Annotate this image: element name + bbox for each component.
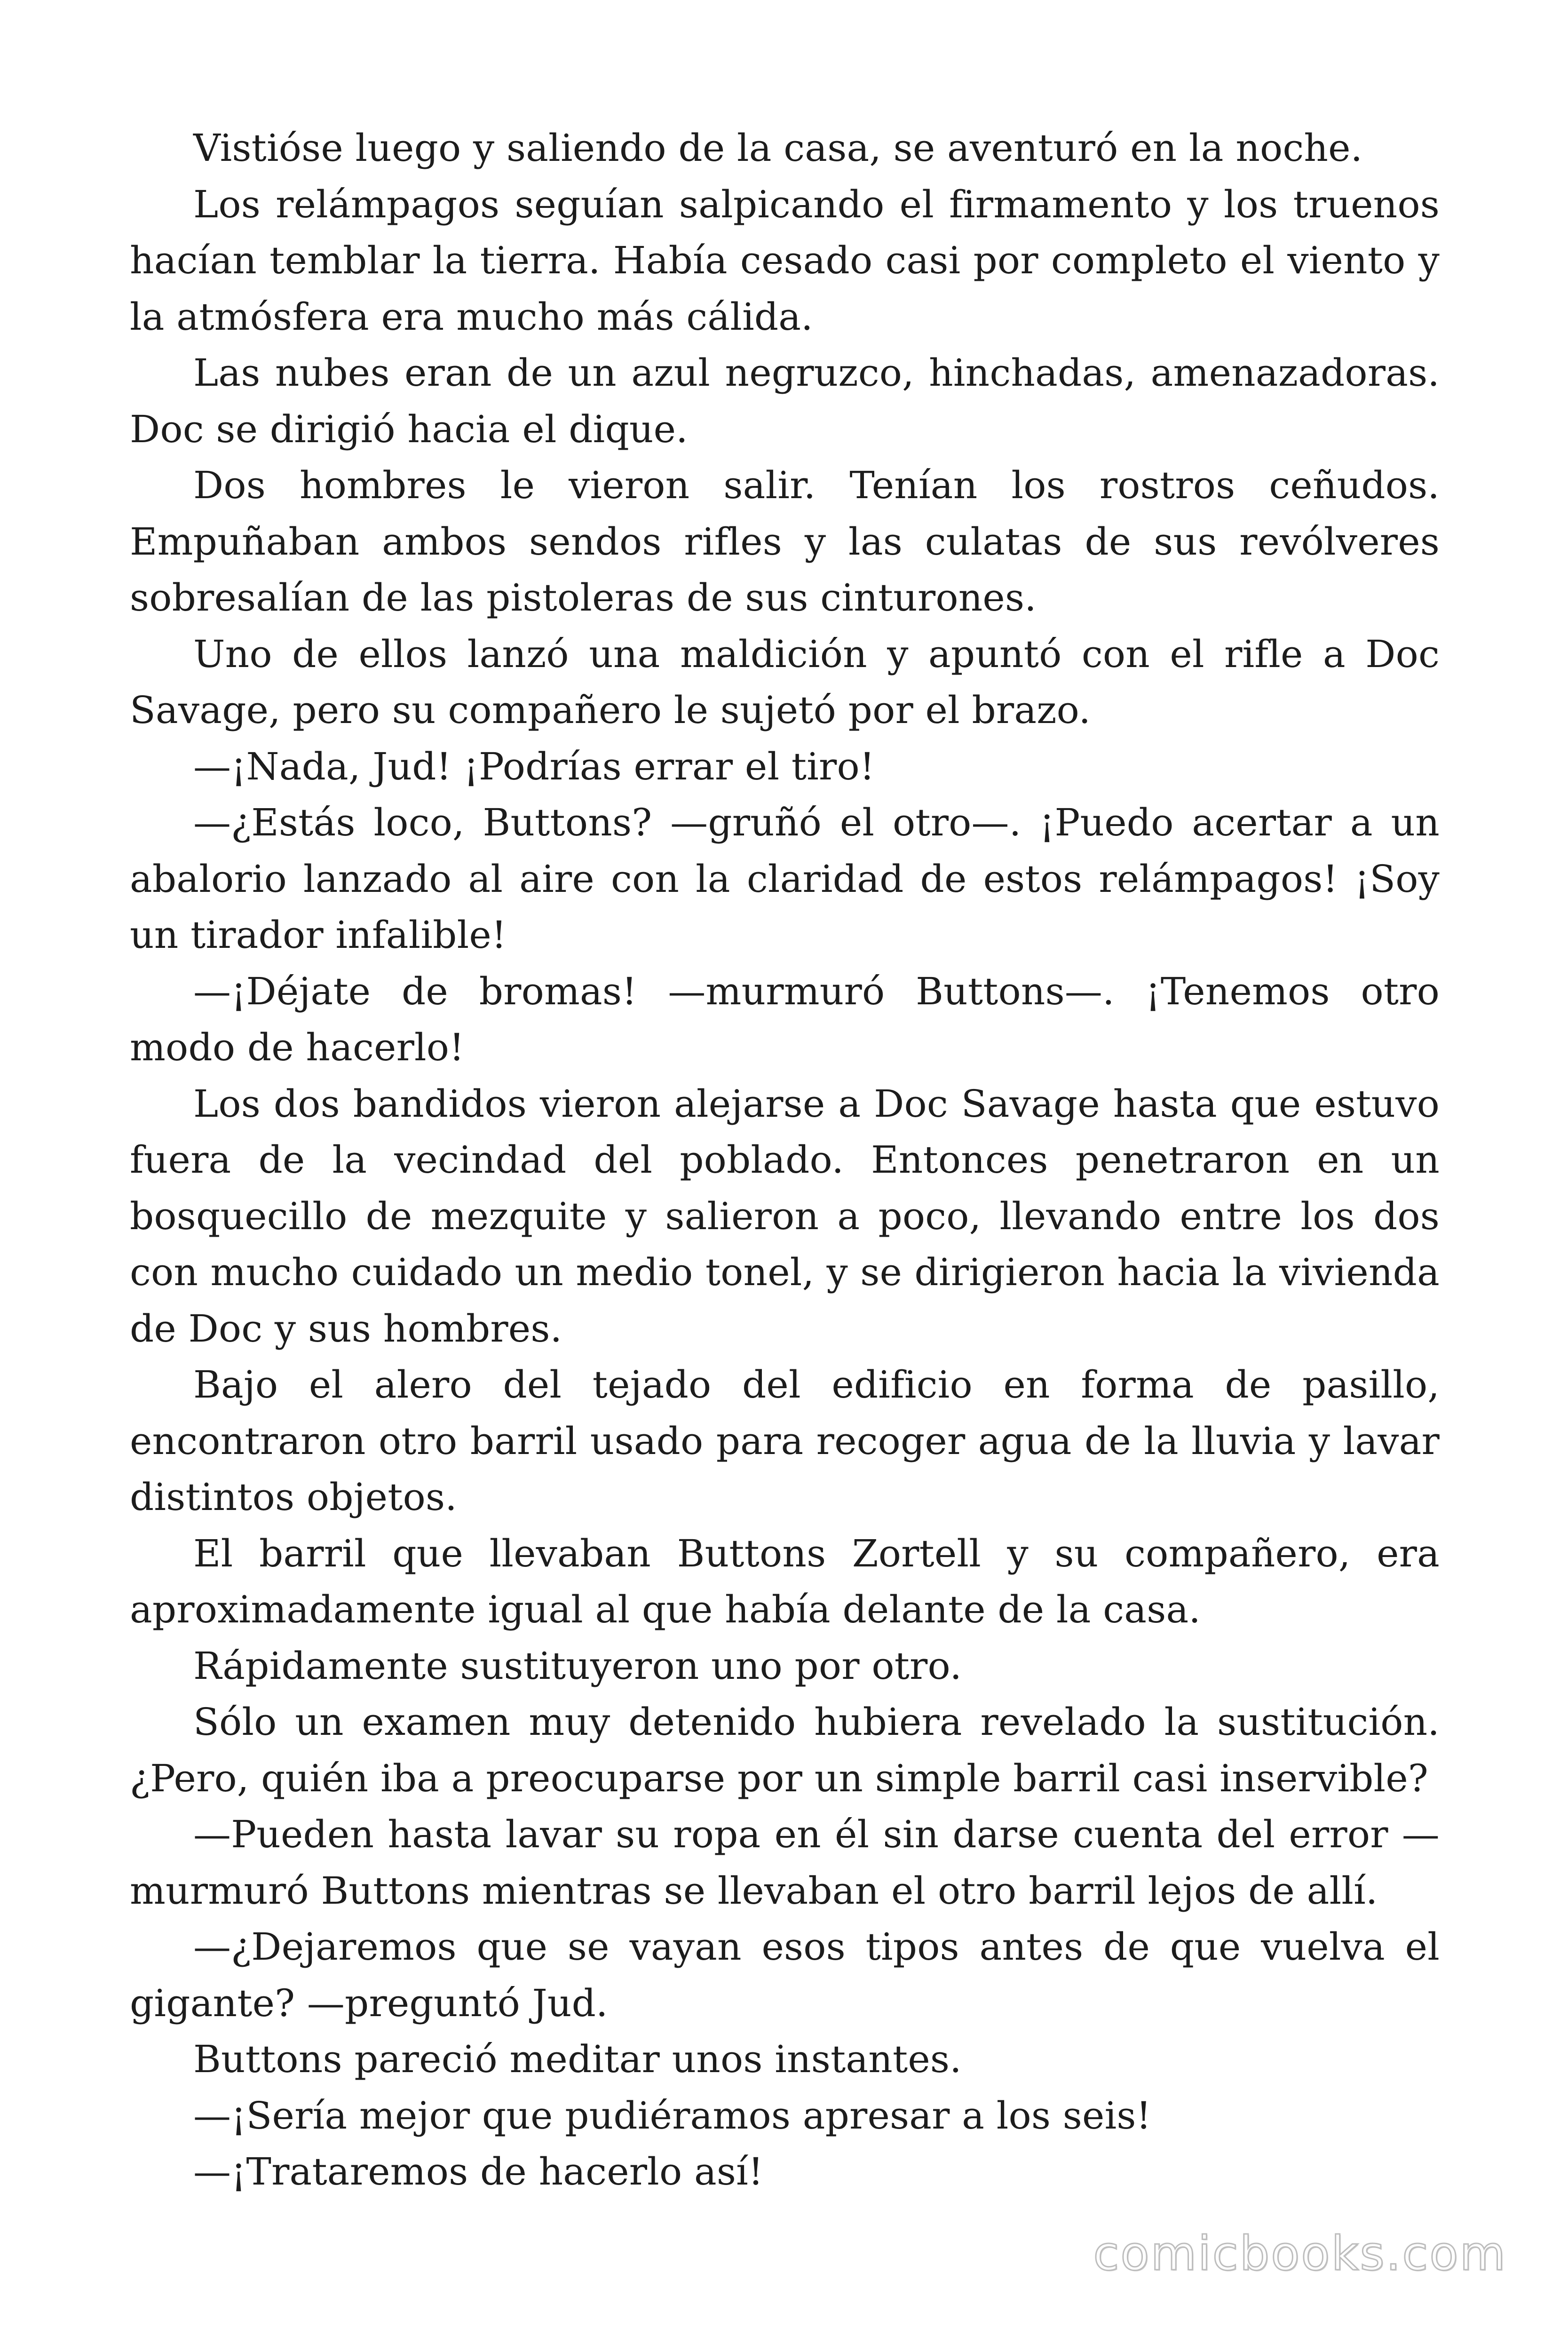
watermark: comicbooks.com bbox=[1093, 2226, 1507, 2281]
paragraph: El barril que llevaban Buttons Zortell y su compañero, era aproximadamente igual al que había delante de la casa. bbox=[130, 1531, 1440, 1631]
paragraph: —Pueden hasta lavar su ropa en él sin darse cuenta del error — murmuró Buttons mientras se llevaban el otro barril lejos de allí. bbox=[130, 1812, 1440, 1913]
paragraph: Uno de ellos lanzó una maldición y apuntó con el rifle a Doc Savage, pero su compañero le sujetó por el brazo. bbox=[130, 632, 1440, 732]
paragraph: Los dos bandidos vieron alejarse a Doc Savage hasta que estuvo fuera de la vecindad del poblado. Entonces penetraron en un bosquecillo de mezquite y salieron a poco, llevando entre los dos con mucho cuidado un medio tonel, y se dirigieron hacia la vivienda de Doc y sus hombres. bbox=[130, 1081, 1440, 1351]
paragraph: Las nubes eran de un azul negruzco, hinchadas, amenazadoras. Doc se dirigió hacia el dique. bbox=[130, 351, 1440, 451]
paragraph: —¡Nada, Jud! ¡Podrías errar el tiro! bbox=[193, 744, 875, 788]
paragraph: —¿Dejaremos que se vayan esos tipos antes de que vuelva el gigante? —preguntó Jud. bbox=[130, 1925, 1440, 2025]
paragraph: Rápidamente sustituyeron uno por otro. bbox=[193, 1644, 962, 1688]
paragraph: —¡Déjate de bromas! —murmuró Buttons—. ¡Tenemos otro modo de hacerlo! bbox=[130, 969, 1440, 1069]
page-body bbox=[130, 120, 1440, 2200]
paragraph: —¡Trataremos de hacerlo así! bbox=[193, 2150, 764, 2193]
paragraph: —¡Sería mejor que pudiéramos apresar a los seis! bbox=[193, 2093, 1151, 2137]
paragraph: Dos hombres le vieron salir. Tenían los rostros ceñudos. Empuñaban ambos sendos rifles y las culatas de sus revólveres sobresalían de las pistoleras de sus cinturones. bbox=[130, 463, 1440, 620]
paragraph: Buttons pareció meditar unos instantes. bbox=[193, 2037, 962, 2081]
paragraph: Vistióse luego y saliendo de la casa, se aventuró en la noche. bbox=[193, 126, 1363, 170]
paragraph: Sólo un examen muy detenido hubiera revelado la sustitución. ¿Pero, quién iba a preocuparse por un simple barril casi inservible? bbox=[130, 1700, 1440, 1800]
paragraph: Los relámpagos seguían salpicando el firmamento y los truenos hacían temblar la tierra. Había cesado casi por completo el viento y la atmósfera era mucho más cálida. bbox=[130, 182, 1440, 339]
paragraph: Bajo el alero del tejado del edificio en forma de pasillo, encontraron otro barril usado para recoger agua de la lluvia y lavar distintos objetos. bbox=[130, 1363, 1440, 1519]
paragraph: —¿Estás loco, Buttons? —gruñó el otro—. ¡Puedo acertar a un abalorio lanzado al aire con la claridad de estos relámpagos! ¡Soy un tirador infalible! bbox=[130, 801, 1440, 957]
